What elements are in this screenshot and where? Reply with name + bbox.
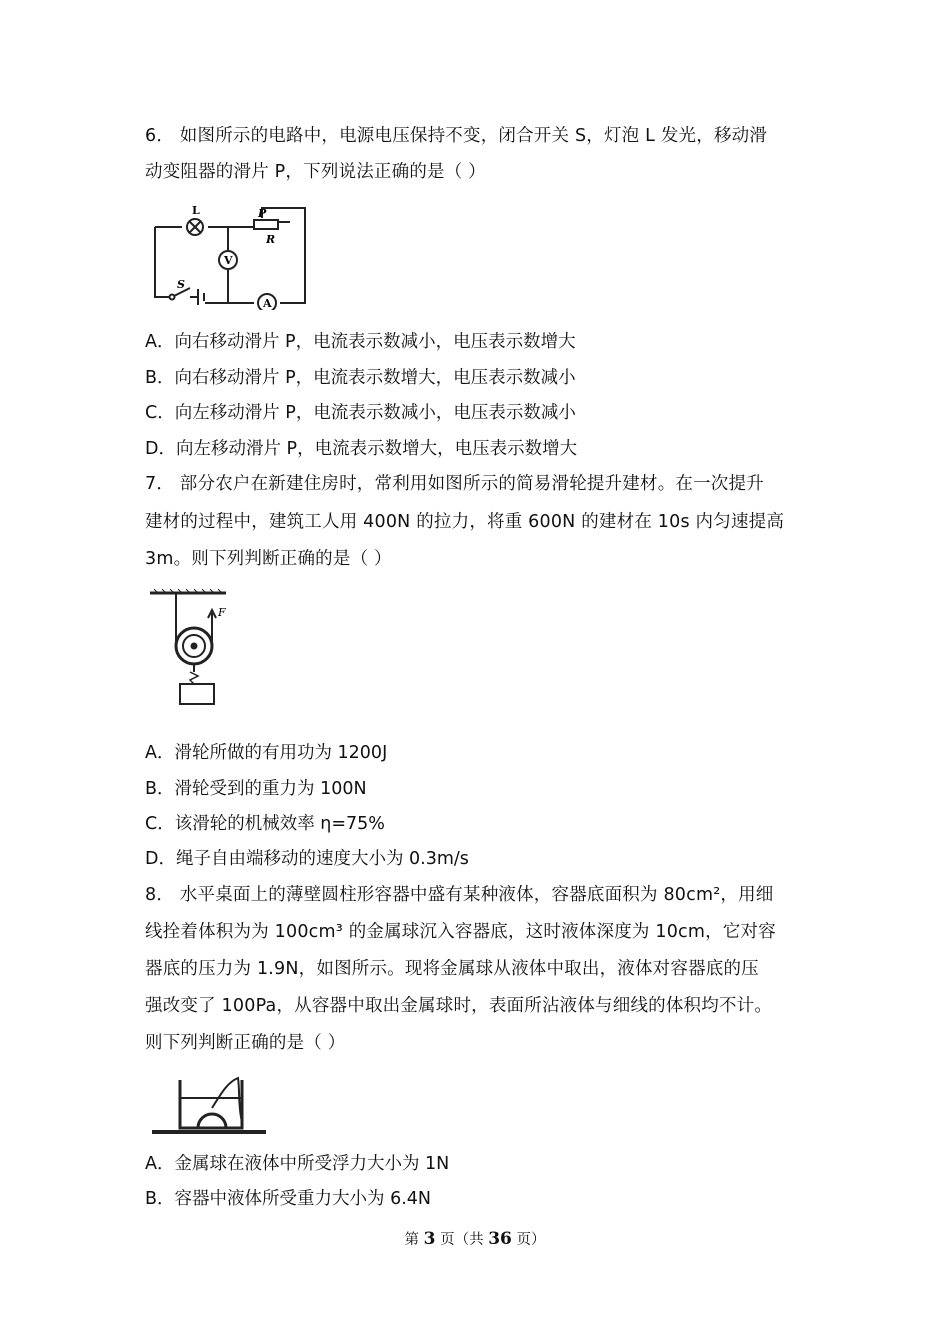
force-label: F bbox=[218, 606, 226, 619]
slider-label: P bbox=[258, 207, 267, 220]
q6-text-line-1: 6． 如图所示的电路中，电源电压保持不变，闭合开关 S，灯泡 L 发光，移动滑 bbox=[145, 126, 768, 146]
footer-suffix: 页） bbox=[516, 1232, 546, 1248]
q8-option-b: B．容器中液体所受重力大小为 6.4N bbox=[145, 1189, 431, 1209]
q8-text-line-4: 强改变了 100Pa，从容器中取出金属球时，表面所沾液体与细线的体积均不计。 bbox=[145, 996, 773, 1016]
q7-option-a: A．滑轮所做的有用功为 1200J bbox=[145, 743, 388, 763]
q6-text-line-2: 动变阻器的滑片 P，下列说法正确的是（ ） bbox=[145, 162, 486, 182]
q6-option-c: C．向左移动滑片 P，电流表示数减小，电压表示数减小 bbox=[145, 403, 576, 423]
q8-container-diagram bbox=[150, 1072, 268, 1140]
q8-text-line-3: 器底的压力为 1.9N，如图所示。现将金属球从液体中取出，液体对容器底的压 bbox=[145, 959, 759, 979]
q8-text-line-5: 则下列判断正确的是（ ） bbox=[145, 1033, 346, 1053]
q8-text-line-1: 8． 水平桌面上的薄壁圆柱形容器中盛有某种液体，容器底面积为 80cm²，用细 bbox=[145, 885, 774, 905]
voltmeter-label: V bbox=[224, 254, 233, 267]
q8-text-line-2: 线拴着体积为为 100cm³ 的金属球沉入容器底，这时液体深度为 10cm，它对容 bbox=[145, 922, 776, 942]
q7-text-line-3: 3m。则下列判断正确的是（ ） bbox=[145, 549, 392, 569]
resistor-label: R bbox=[266, 233, 276, 246]
q6-option-b: B．向右移动滑片 P，电流表示数增大，电压表示数减小 bbox=[145, 368, 576, 388]
footer-prefix: 第 bbox=[404, 1232, 420, 1248]
q7-text-line-1: 7． 部分农户在新建住房时，常利用如图所示的简易滑轮提升建材。在一次提升 bbox=[145, 474, 764, 494]
switch-label: S bbox=[177, 278, 185, 291]
ammeter-label: A bbox=[263, 297, 272, 310]
page-footer bbox=[0, 1228, 950, 1249]
q6-circuit-diagram bbox=[150, 200, 310, 310]
q7-option-b: B．滑轮受到的重力为 100N bbox=[145, 779, 367, 799]
q6-option-d: D．向左移动滑片 P，电流表示数增大，电压表示数增大 bbox=[145, 439, 578, 459]
q7-text-line-2: 建材的过程中，建筑工人用 400N 的拉力，将重 600N 的建材在 10s 内匀速提高 bbox=[145, 512, 785, 532]
q7-pulley-diagram bbox=[148, 588, 238, 710]
q7-option-d: D．绳子自由端移动的速度大小为 0.3m/s bbox=[145, 849, 469, 869]
q6-option-a: A．向右移动滑片 P，电流表示数减小，电压表示数增大 bbox=[145, 332, 576, 352]
lamp-label: L bbox=[192, 204, 200, 217]
footer-mid: 页（共 bbox=[440, 1232, 484, 1248]
footer-total-pages: 36 bbox=[488, 1229, 512, 1249]
q7-option-c: C．该滑轮的机械效率 η=75% bbox=[145, 814, 385, 834]
q8-option-a: A．金属球在液体中所受浮力大小为 1N bbox=[145, 1154, 450, 1174]
footer-page-number: 3 bbox=[423, 1229, 436, 1249]
